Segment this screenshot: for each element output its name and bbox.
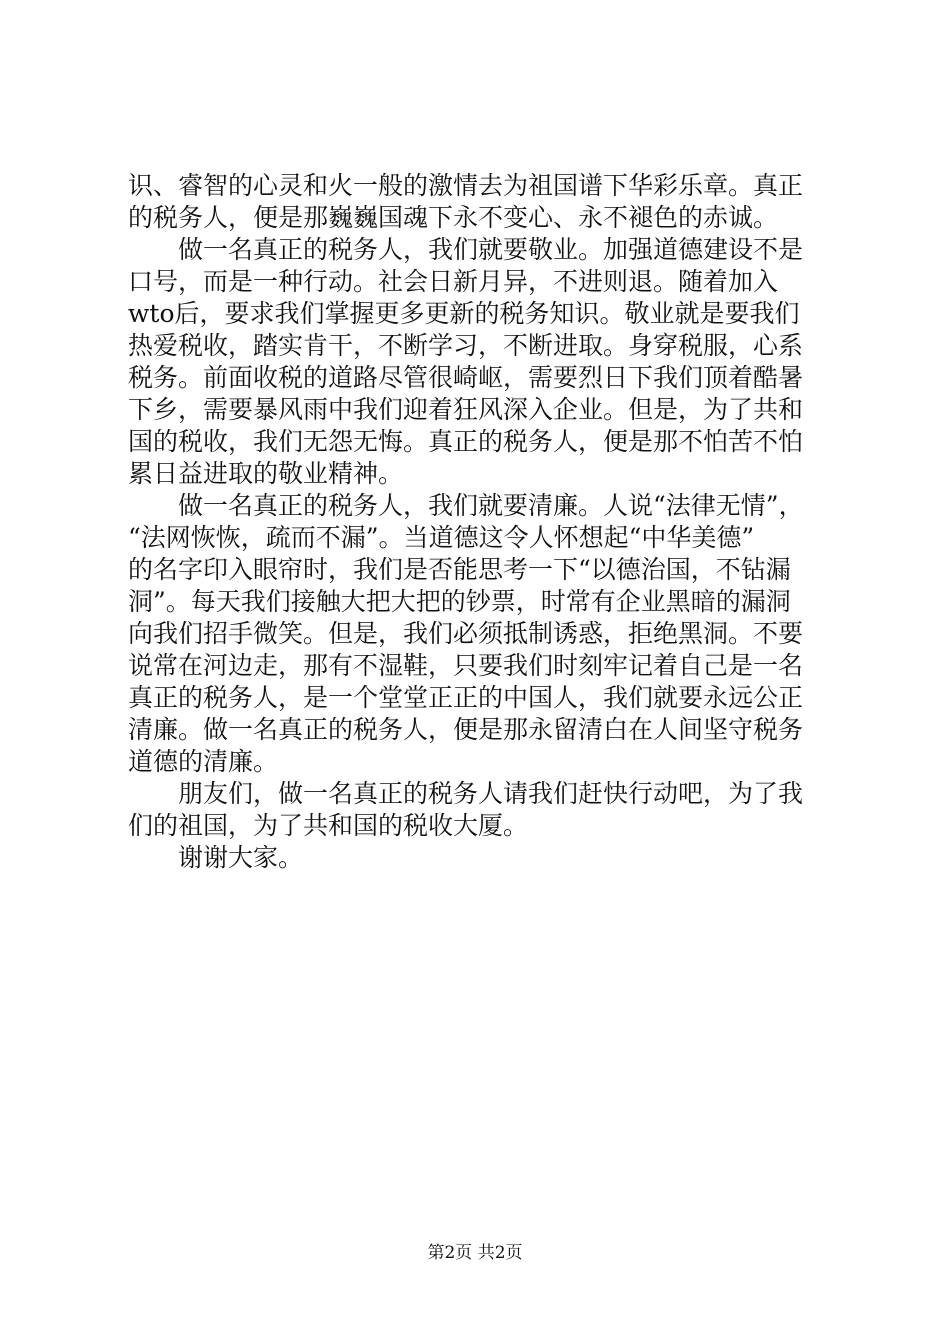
page-number-footer: 第2页 共2页 — [427, 1243, 523, 1263]
text-line: 的税务人，便是那巍巍国魂下永不变心、永不褪色的赤诚。 — [128, 203, 779, 232]
text-line: 累日益进取的敬业精神。 — [128, 459, 404, 488]
text-line: 洞”。每天我们接触大把大把的钞票，时常有企业黑暗的漏洞 — [128, 587, 791, 616]
text-line: 做一名真正的税务人，我们就要敬业。加强道德建设不是 — [128, 235, 804, 264]
text-line: 热爱税收，踏实肯干，不断学习，不断进取。身穿税服，心系 — [128, 331, 804, 360]
text-line: 说常在河边走，那有不湿鞋，只要我们时刻牢记着自己是一名 — [128, 651, 804, 680]
text-line: “法网恢恢，疏而不漏”。当道德这令人怀想起“中华美德” — [128, 523, 755, 552]
document-body — [128, 170, 832, 874]
text-line: 向我们招手微笑。但是，我们必须抵制诱惑，拒绝黑洞。不要 — [128, 619, 804, 648]
text-line: 国的税收，我们无怨无悔。真正的税务人，便是那不怕苦不怕 — [128, 427, 804, 456]
text-line: 识、睿智的心灵和火一般的激情去为祖国谱下华彩乐章。真正 — [128, 171, 804, 200]
text-line: 真正的税务人，是一个堂堂正正的中国人，我们就要永远公正 — [128, 683, 804, 712]
text-line: wto后，要求我们掌握更多更新的税务知识。敬业就是要我们 — [128, 299, 800, 328]
text-line: 做一名真正的税务人，我们就要清廉。人说“法律无情”， — [128, 491, 804, 520]
text-line: 谢谢大家。 — [128, 843, 304, 872]
text-line: 下乡，需要暴风雨中我们迎着狂风深入企业。但是，为了共和 — [128, 395, 804, 424]
text-line: 们的祖国，为了共和国的税收大厦。 — [128, 811, 529, 840]
text-line: 的名字印入眼帘时，我们是否能思考一下“以德治国，不钻漏 — [128, 555, 791, 584]
text-line: 清廉。做一名真正的税务人，便是那永留清白在人间坚守税务 — [128, 715, 804, 744]
text-line: 税务。前面收税的道路尽管很崎岖，需要烈日下我们顶着酷暑 — [128, 363, 804, 392]
text-line: 朋友们，做一名真正的税务人请我们赶快行动吧，为了我 — [128, 779, 804, 808]
text-line: 道德的清廉。 — [128, 747, 279, 776]
text-line: 口号，而是一种行动。社会日新月异，不进则退。随着加入 — [128, 267, 779, 296]
